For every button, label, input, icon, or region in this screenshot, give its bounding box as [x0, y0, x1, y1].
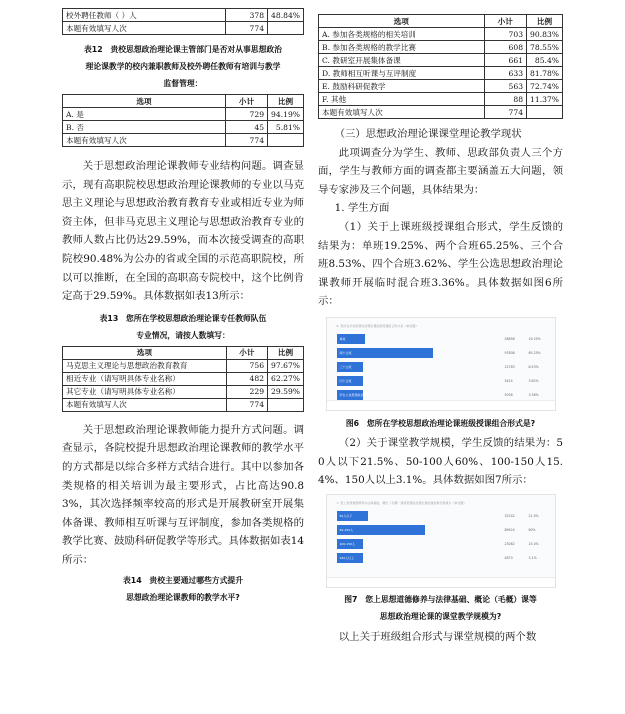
caption-line: 表12 贵校思想政治理论课主管部门是否对从事思想政治	[84, 45, 282, 54]
survey-bar-row	[337, 334, 547, 344]
table-cell: 88	[484, 93, 527, 106]
survey-bar-row	[337, 390, 547, 400]
survey-bar	[337, 348, 434, 358]
table-cell: A. 参加各类规格的相关培训	[319, 28, 485, 41]
table-cell: 相近专业（请写明具体专业名称）	[63, 372, 227, 385]
table-row	[63, 22, 304, 35]
column-header: 比例	[527, 15, 563, 28]
table-cell: 本题有效填写人次	[319, 106, 485, 119]
survey-bar-count: 12783	[504, 364, 515, 369]
survey-bar	[337, 362, 363, 372]
table-cell: 马克思主义理论与思想政治教育教育	[63, 359, 227, 372]
caption-line: 理论课教学的校内兼职教师及校外聘任教师有培训与教学	[85, 62, 281, 71]
table-cell	[268, 134, 304, 147]
survey-bar-row	[337, 376, 547, 386]
table-cell: 90.83%	[527, 28, 563, 41]
table-cell: 229	[226, 385, 267, 398]
table-cell: 29.59%	[268, 385, 304, 398]
table-cell: 62.27%	[268, 372, 304, 385]
table-cell: 774	[484, 106, 527, 119]
paragraph: 此项调查分为学生、教师、思政部负责人三个方面，学生与教师方面的调查都主要涵盖五大问题，领导专家涉及三个问题，具体结果为：	[318, 146, 563, 196]
table-cell: B. 参加各类规格的教学比赛	[319, 41, 485, 54]
table-cell: 5.81%	[268, 121, 304, 134]
column-header: 选项	[63, 95, 226, 108]
table-cell: 729	[225, 108, 267, 121]
table12-top-fragment	[62, 8, 304, 35]
table-cell: 774	[225, 22, 267, 35]
table-header-row	[319, 15, 563, 28]
survey-bar-percent: 65.25%	[528, 350, 541, 355]
column-header: 选项	[319, 15, 485, 28]
table13	[62, 346, 304, 412]
table12-caption	[62, 41, 304, 92]
caption-line: 表13 您所在学校思想政治理论课专任教师队伍	[99, 313, 267, 323]
survey-bar-row	[337, 362, 547, 372]
survey-bar-count: 97808	[504, 350, 515, 355]
chart-footer-bar	[327, 577, 555, 587]
table-header-row	[63, 95, 304, 108]
caption-line: 图7 您上思想道德修养与法律基础、概论（毛概）课等	[344, 594, 537, 604]
table-cell: 94.19%	[268, 108, 304, 121]
survey-bar-row	[337, 539, 547, 549]
table-cell: 本题有效填写人次	[63, 22, 226, 35]
survey-bar-percent: 21.5%	[528, 513, 539, 518]
table-cell: 774	[225, 134, 267, 147]
survey-bar-row	[337, 525, 547, 535]
right-column	[318, 0, 563, 646]
table-row	[319, 93, 563, 106]
table-header-row	[63, 346, 304, 359]
table13-caption	[62, 310, 304, 344]
table-cell: 774	[226, 398, 267, 411]
table-row	[63, 372, 304, 385]
survey-bar-row	[337, 553, 547, 563]
table-cell: 校外聘任教师（ ）人	[63, 9, 226, 22]
survey-bar-label: 50-100人	[339, 527, 354, 532]
table14	[318, 14, 563, 119]
table-cell: B. 否	[63, 121, 226, 134]
column-header: 比例	[268, 346, 304, 359]
table-cell	[527, 106, 563, 119]
survey-bar	[337, 511, 369, 521]
survey-bar-label: 100-150人	[339, 541, 356, 546]
table-cell: A. 是	[63, 108, 226, 121]
survey-bar-label: 两个合班	[339, 350, 352, 355]
paragraph: 关于思想政治理论课教师专业结构问题。调查显示，现有高职院校思想政治理论课教师的专业以马克思主义理论与思想政治教育教育专业或相近专业为师资主体，但非马克思主义理论与思想政治教育专业的教师人数占比仍达29.59%，而本次接受调查的高职院校90.48%为公办的省或全国的示范高职院校，所以可以推断，在全国的高职高专院校中，这个比例肯定高于29.59%。具体数据如表13所示：	[62, 160, 304, 303]
survey-bar	[337, 539, 363, 549]
table-row	[319, 80, 563, 93]
table-cell: C. 教研室开展集体备课	[319, 54, 485, 67]
table-row	[319, 28, 563, 41]
table-cell	[268, 398, 304, 411]
survey-bar-row	[337, 511, 547, 521]
figure6-caption: 图6 您所在学校思想政治理论课班级授课组合形式是?	[345, 418, 536, 428]
section-heading: （三）思想政治理论课课堂理论教学现状	[334, 128, 522, 140]
survey-bar	[337, 390, 400, 400]
column-header: 选项	[63, 346, 227, 359]
figure-title: 7. 您上思想道德修养与法律基础、概论（毛概）课等思想政治理论课的课堂教学规模为（单选题）	[336, 500, 467, 505]
survey-bar-label: 单班	[339, 336, 346, 341]
table-row	[319, 67, 563, 80]
table-cell: 633	[484, 67, 527, 80]
survey-bar-label: 50人以下	[339, 513, 353, 518]
caption-line: 思想政治理论课的课堂教学规模为?	[379, 611, 502, 621]
table-cell: E. 鼓励科研促教学	[319, 80, 485, 93]
survey-bar-percent: 3.36%	[528, 392, 539, 397]
table-row	[63, 385, 304, 398]
table-cell: 本题有效填写人次	[63, 398, 227, 411]
table-row	[319, 54, 563, 67]
table-cell: 45	[225, 121, 267, 134]
survey-bar-percent: 15.4%	[528, 541, 539, 546]
table-row	[63, 9, 304, 22]
table-cell: 661	[484, 54, 527, 67]
survey-bar	[337, 525, 426, 535]
survey-bar-row	[337, 348, 547, 358]
table-cell: 11.37%	[527, 93, 563, 106]
caption-line: 监督管理：	[163, 79, 203, 88]
table-row	[63, 398, 304, 411]
paragraph: 以上关于班级组合形式与课堂规模的两个数	[338, 630, 537, 643]
caption-line: 表14 贵校主要通过哪些方式提升	[122, 575, 243, 585]
table-cell: 78.55%	[527, 41, 563, 54]
survey-bar-label: 三个合班	[339, 364, 352, 369]
survey-bar-count: 89924	[504, 527, 515, 532]
table-row	[63, 359, 304, 372]
subsection-heading: 1. 学生方面	[334, 202, 390, 215]
caption-line: 专业情况，请按人数填写：	[136, 330, 230, 340]
table-cell: 756	[226, 359, 267, 372]
column-header: 比例	[268, 95, 304, 108]
table-cell: 48.84%	[268, 9, 304, 22]
survey-bar-percent: 8.53%	[528, 364, 539, 369]
table-row	[63, 134, 304, 147]
survey-bar-percent: 3.62%	[528, 378, 539, 383]
table-cell: 563	[484, 80, 527, 93]
survey-bar	[337, 334, 365, 344]
survey-bar-label: 四个合班	[339, 378, 352, 383]
table-cell: F. 其他	[319, 93, 485, 106]
paragraph: （2）关于课堂教学规模，学生反馈的结果为：50人以下21.5%、50-100人60%、100-150人15.4%、150人以上3.1%。具体数据如图7所示：	[318, 436, 563, 487]
survey-bar-label: 150人以上	[339, 555, 355, 560]
table-row	[319, 41, 563, 54]
survey-bar-count: 32242	[504, 513, 515, 518]
survey-bar-percent: 19.25%	[528, 336, 541, 341]
survey-bar-label: 学生公选思想政治理论课教师开展临时混合班	[339, 392, 400, 397]
survey-bar-count: 5424	[504, 378, 513, 383]
figure-title: 6. 您所在学校思想政治理论课班级授课组合形式是（单选题）	[336, 323, 419, 328]
table-cell: 97.67%	[268, 359, 304, 372]
table-row	[319, 106, 563, 119]
table-cell: 703	[484, 28, 527, 41]
table-cell: 482	[226, 372, 267, 385]
figure7-caption	[318, 591, 563, 625]
table-cell: 其它专业（请写明具体专业名称）	[63, 385, 227, 398]
table-cell: 本题有效填写人次	[63, 134, 226, 147]
survey-bar-count: 4670	[504, 555, 513, 560]
table14-caption	[62, 572, 304, 606]
table-cell: 608	[484, 41, 527, 54]
survey-bar-percent: 60%	[528, 527, 536, 532]
table-cell: 81.78%	[527, 67, 563, 80]
column-header: 小计	[225, 95, 267, 108]
survey-bar-percent: 3.1%	[528, 555, 537, 560]
table-cell: 72.74%	[527, 80, 563, 93]
table-row	[63, 108, 304, 121]
table12	[62, 94, 304, 147]
survey-bar	[337, 553, 363, 563]
left-column	[62, 0, 304, 606]
survey-bar-count: 28856	[504, 336, 515, 341]
caption-line: 思想政治理论课教师的教学水平?	[126, 592, 240, 602]
figure7-survey-chart	[326, 494, 556, 588]
table-row	[63, 121, 304, 134]
survey-bar-count: 5036	[504, 392, 513, 397]
paragraph: （1）关于上课班级授课组合形式，学生反馈的结果为：单班19.25%、两个合班65.25%、三个合班8.53%、四个合班3.62%、学生公选思想政治理论课教师开展临时混合班3.36%。具体数据如图6所示：	[318, 220, 563, 308]
survey-bar-count: 23082	[504, 541, 515, 546]
table-cell	[268, 22, 304, 35]
figure6-survey-chart	[326, 317, 556, 411]
table-cell: D. 教师相互听课与互评制度	[319, 67, 485, 80]
chart-footer-bar	[327, 400, 555, 410]
survey-bar	[337, 376, 363, 386]
column-header: 小计	[226, 346, 267, 359]
column-header: 小计	[484, 15, 527, 28]
table-cell: 378	[225, 9, 267, 22]
table-cell: 85.4%	[527, 54, 563, 67]
paragraph: 关于思想政治理论课教师能力提升方式问题。调查显示，各院校提升思想政治理论课教师的教学水平的方式都是以综合多样方式结合进行。其中以参加各类规格的相关培训为最主要形式，占比高达90.83%，其次选择频率较高的形式是开展教研室开展集体备课、教师相互听课与互评制度，参加各类规格的教学比赛、鼓励科研促教学等形式。具体数据如表14所示：	[62, 423, 304, 566]
